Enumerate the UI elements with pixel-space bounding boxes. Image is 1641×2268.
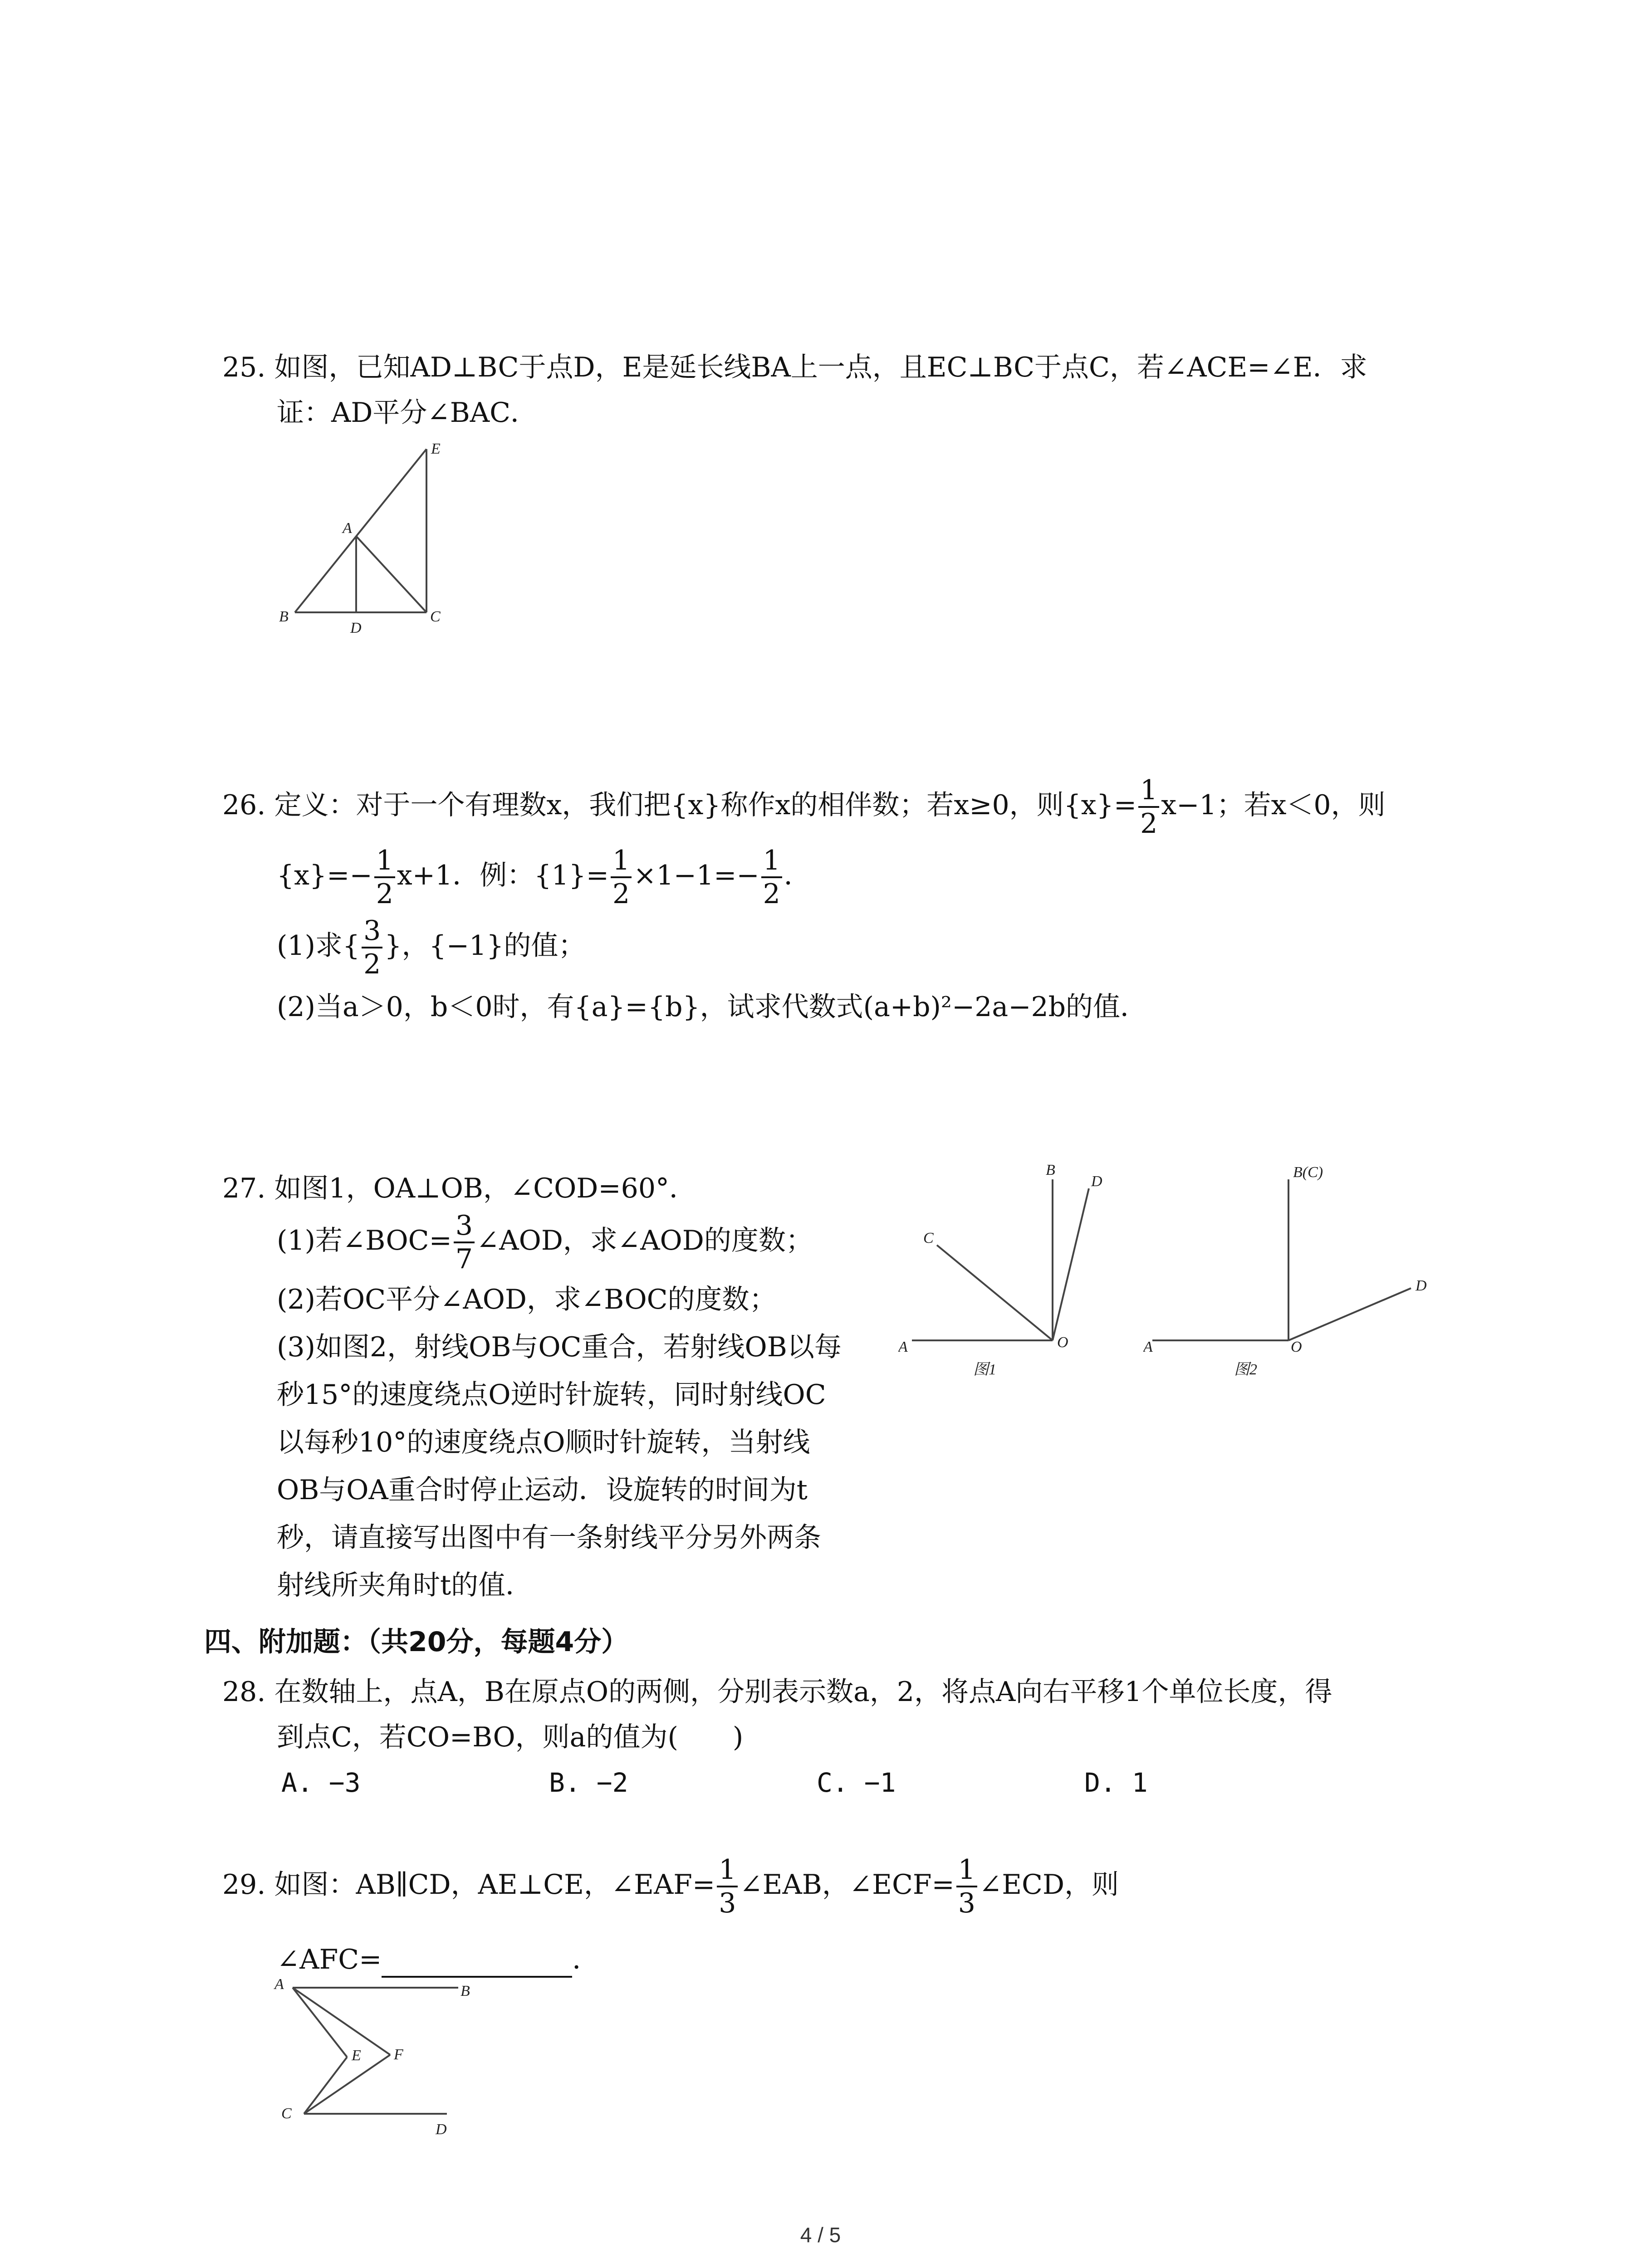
q27-line6: 以每秒10°的速度绕点O顺时针旋转，当射线 [277, 1427, 810, 1458]
q29-label-e: E [352, 2047, 361, 2064]
q27-fig2-label-bc: B(C) [1293, 1164, 1323, 1181]
q29-label-f: F [394, 2046, 403, 2063]
q27-fig2-label-o: O [1291, 1339, 1302, 1355]
q27-fig2-caption: 图2 [1234, 1361, 1257, 1378]
q26-line1-text-a: 26. 定义：对于一个有理数x，我们把{x}称作x的相伴数；若x≥0，则{x}= [222, 789, 1137, 821]
q27-fig2-label-d: D [1416, 1277, 1427, 1294]
q28-option-c: C. −1 [817, 1767, 896, 1798]
q26-line2-text-c: ×1−1=− [633, 860, 759, 891]
q29-figure [268, 1978, 476, 2159]
q28-line2: 到点C，若CO=BO，则a的值为( ) [277, 1721, 744, 1753]
q27-line9: 射线所夹角时t的值． [277, 1569, 533, 1601]
q27-fig2-label-a: A [1143, 1339, 1153, 1355]
q27-fig1-label-a: A [898, 1339, 908, 1355]
q26-line3-text-b: }，{−1}的值； [384, 930, 586, 962]
q27-fig1-label-c: C [923, 1230, 934, 1246]
q27-fig1-label-b: B [1046, 1162, 1055, 1178]
q29-frac-2: $\frac{1}{3}$ [956, 1854, 977, 1919]
q26-frac-half-2: $\frac{1}{2}$ [374, 845, 395, 910]
q29-label-d: D [436, 2121, 447, 2138]
q27-line3: (2)若OC平分∠AOD，求∠BOC的度数； [277, 1284, 777, 1315]
q29-line1-text-b: ∠EAB，∠ECF= [740, 1869, 955, 1901]
q26-line2 [277, 841, 811, 910]
q26-line1-text-b: x−1；若x＜0，则 [1161, 789, 1386, 821]
q28-option-a: A. −3 [281, 1767, 361, 1798]
q26-line3-text-a: (1)求{ [277, 930, 360, 962]
q25-line1: 25. 如图，已知AD⊥BC于点D，E是延长线BA上一点，且EC⊥BC于点C，若∠ACE=∠E．求 [222, 352, 1367, 383]
q27-line7: OB与OA重合时停止运动．设旋转的时间为t [277, 1474, 808, 1506]
q26-line2-text-b: x+1．例：{1}= [397, 860, 609, 891]
q29-frac-1: $\frac{1}{3}$ [717, 1854, 738, 1919]
q29-label-a: A [274, 1978, 284, 1993]
q26-line2-text-d: ． [784, 860, 811, 891]
q29-line1-text-c: ∠ECD，则 [979, 1869, 1119, 1901]
q27-line5: 秒15°的速度绕点O逆时针旋转，同时射线OC [277, 1379, 826, 1411]
q27-line8: 秒，请直接写出图中有一条射线平分另外两条 [277, 1522, 821, 1554]
q29-line1-text-a: 29. 如图：AB∥CD，AE⊥CE，∠EAF= [222, 1869, 715, 1901]
q28-option-d: D. 1 [1084, 1767, 1148, 1798]
q29-line2 [277, 1941, 599, 1978]
q27-frac-3-7: $\frac{3}{7}$ [454, 1210, 475, 1275]
q25-label-e: E [431, 440, 441, 457]
q26-frac-three-halves: $\frac{3}{2}$ [362, 915, 382, 980]
q27-line4: (3)如图2，射线OB与OC重合，若射线OB以每 [277, 1331, 842, 1363]
q26-line2-text-a: {x}=− [277, 860, 372, 891]
q26-line4: (2)当a＞0，b＜0时，有{a}={b}，试求代数式(a+b)²−2a−2b的值． [277, 991, 1148, 1023]
q29-label-c: C [281, 2105, 292, 2122]
q27-figure-1 [898, 1161, 1152, 1397]
q25-triangle-figure [272, 435, 463, 635]
q29-line2-text-a: ∠AFC= [277, 1944, 382, 1975]
q29-answer-blank [382, 1949, 572, 1978]
q27-fig1-label-o: O [1057, 1334, 1068, 1351]
q26-line3 [277, 912, 585, 980]
q27-line2 [277, 1207, 813, 1275]
q29-label-b: B [460, 1983, 470, 1999]
q27-line2-text-a: (1)若∠BOC= [277, 1225, 452, 1256]
q25-label-d: D [350, 620, 362, 635]
q27-figure-2 [1143, 1161, 1488, 1397]
q28-option-b: B. −2 [549, 1767, 628, 1798]
q28-line1: 28. 在数轴上，点A，B在原点O的两侧，分别表示数a，2，将点A向右平移1个单位长度，得 [222, 1676, 1332, 1708]
q25-line2: 证：AD平分∠BAC． [277, 397, 538, 429]
q27-line1: 27. 如图1，OA⊥OB，∠COD=60°． [222, 1173, 696, 1204]
q27-fig1-label-d: D [1091, 1173, 1102, 1190]
q26-frac-half-3: $\frac{1}{2}$ [611, 845, 632, 910]
q26-frac-half-1: $\frac{1}{2}$ [1138, 774, 1159, 840]
q29-line2-text-b: ． [572, 1944, 600, 1975]
page-number: 4 / 5 [800, 2223, 841, 2247]
q27-line2-text-b: ∠AOD，求∠AOD的度数； [476, 1225, 813, 1256]
q26-line1 [222, 771, 1386, 840]
section4-title: 四、附加题：（共20分，每题4分） [204, 1626, 629, 1658]
q27-fig1-caption: 图1 [973, 1361, 996, 1378]
q29-line1 [222, 1851, 1119, 1919]
q25-label-b: B [279, 608, 289, 625]
q26-frac-half-4: $\frac{1}{2}$ [761, 845, 782, 910]
q25-label-c: C [430, 608, 441, 625]
q25-label-a: A [343, 520, 352, 537]
